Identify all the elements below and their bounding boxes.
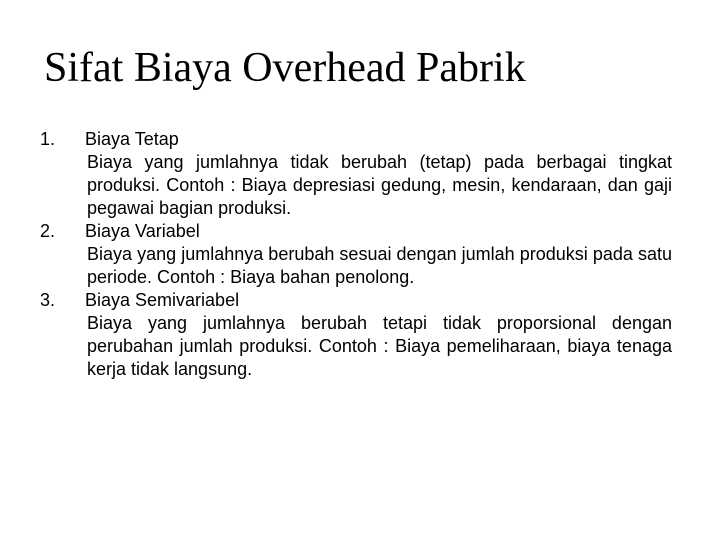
list-item-variable-cost [40, 220, 672, 289]
list-item-title: Biaya Tetap [85, 129, 179, 149]
list-item-number: 1. [40, 129, 56, 149]
list-item-description: Biaya yang jumlahnya tidak berubah (tetap) pada berbagai tingkat produksi. Contoh : Biaya depresiasi gedung, mesin, kendaraan, dan gaji pegawai bagian produksi. [87, 152, 672, 218]
list-item-semivariable-cost [40, 289, 672, 381]
list-item-number: 3. [40, 290, 56, 310]
list-item-description: Biaya yang jumlahnya berubah tetapi tidak proporsional dengan perubahan jumlah produksi. Contoh : Biaya pemeliharaan, biaya tenaga kerja tidak langsung. [87, 313, 672, 379]
list-item-fixed-cost [40, 128, 672, 220]
list-item-title: Biaya Semivariabel [85, 290, 240, 310]
list-item-title: Biaya Variabel [85, 221, 200, 241]
list-item-number: 2. [40, 221, 56, 241]
cost-type-list [40, 128, 672, 381]
slide-title: Sifat Biaya Overhead Pabrik [44, 45, 526, 91]
list-item-description: Biaya yang jumlahnya berubah sesuai dengan jumlah produksi pada satu periode. Contoh : Biaya bahan penolong. [87, 244, 672, 287]
